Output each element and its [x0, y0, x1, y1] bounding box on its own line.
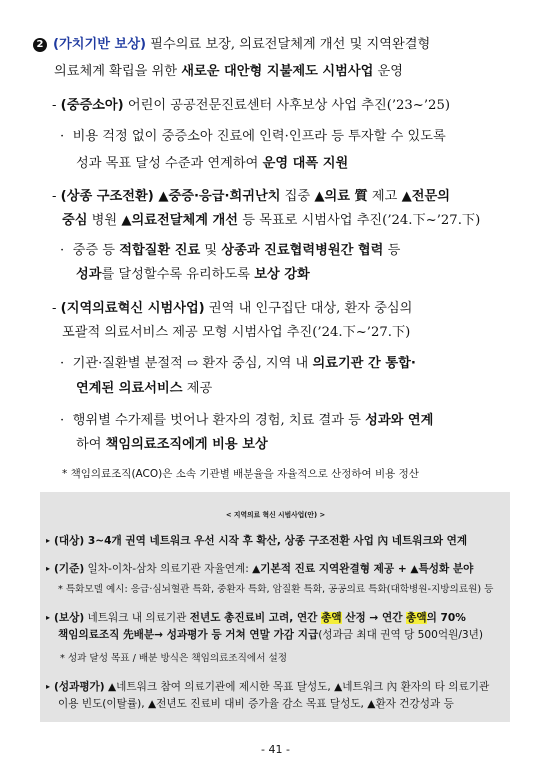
sub1-bullet-line1	[60, 128, 446, 146]
box-r3-head: (보상)	[54, 612, 85, 624]
box-row-reward-line2	[58, 628, 483, 643]
item2-line2	[54, 63, 403, 81]
dash-marker: -	[52, 301, 57, 316]
sub1-line1	[52, 97, 450, 115]
box-row-evaluation-line2: 이용 빈도(이탈률), ▲전년도 진료비 대비 증가율 감소 목표 달성도, ▲환자 건강성과 등	[58, 698, 454, 710]
sub2-l2-bold1: 중심	[62, 213, 88, 228]
sub2-b-bold2: 상종과 진료협력병원간 협력	[221, 243, 384, 258]
sub2-bullet-line2	[76, 266, 310, 284]
sub3-b1-text1: 기관·질환별 분절적 ⇨ 환자 중심, 지역 내	[72, 356, 313, 371]
sub1-bullet-line2	[76, 155, 348, 173]
box-r3-bold2: 산정 → 연간	[341, 612, 407, 624]
sub1-bullet-text2: 성과 목표 달성 수준과 연계하여	[76, 156, 263, 171]
sub1-text: 어린이 공공전문진료센터 사후보상 사업 추진(’23~’25)	[123, 98, 450, 113]
box-r3-bold1: 전년도 총진료비 고려, 연간	[189, 612, 322, 624]
item2-line2-c: 운영	[373, 64, 404, 79]
sub2-l2-text2: 등 목표로 시범사업 추진(’24.下~’27.下)	[238, 213, 481, 228]
item2-line2-a: 의료체계 확립을 위한	[54, 64, 182, 79]
box-r1-text: 3~4개 권역 네트워크 우선 시작 후 확산, 상종 구조전환 사업 內 네트워크와 연계	[84, 535, 468, 547]
sub3-heading: (지역의료혁신 시범사업)	[60, 301, 205, 316]
sub3-b2-text1: 행위별 수가제를 벗어나 환자의 경험, 치료 결과 등	[72, 413, 366, 428]
page-number: - 41 -	[261, 743, 290, 756]
box-row-target	[46, 533, 467, 549]
triangle-bullet-icon: ▸	[46, 564, 51, 573]
bullet-dot-icon: ·	[60, 413, 65, 428]
sub2-bold2: ▲의료 質	[314, 189, 368, 204]
sub3-bullet1-line1	[60, 355, 416, 373]
box-r3-text1: 네트워크 내 의료기관	[84, 612, 190, 624]
box-row-reward	[46, 610, 466, 626]
box-r4-head: (성과평가)	[54, 681, 105, 693]
sub3-b1-bold1: 의료기관 간 통합·	[312, 356, 416, 371]
box-r3-bold3: 의 70%	[426, 612, 466, 624]
box-title: < 지역의료 혁신 시범사업(안) >	[225, 511, 326, 519]
box-r3-highlight1: 총액	[321, 612, 342, 624]
box-r3-l2-text: (성과금 최대 권역 당 500억원/3년)	[318, 629, 484, 641]
sub2-l2-text1: 병원	[87, 213, 122, 228]
circled-number-2-icon: 2	[33, 38, 47, 52]
bullet-dot-icon: ·	[60, 243, 65, 258]
triangle-bullet-icon: ▸	[46, 613, 51, 622]
sub2-b-text4: 를 달성할수록 유리하도록	[101, 267, 255, 282]
sub2-line2	[62, 212, 480, 230]
box-r2-head: (기준)	[54, 563, 85, 575]
sub3-bullet2-line2	[76, 436, 268, 454]
sub3-b2-bold2: 책임의료조직에게 비용 보상	[105, 437, 268, 452]
dash-marker: -	[52, 98, 57, 113]
sub2-b-bold4: 보상 강화	[254, 267, 310, 282]
box-r3-l2-bold: 책임의료조직 先배분→ 성과평가 등 거쳐 연말 가감 지급	[58, 629, 319, 641]
sub1-bullet-bold: 운영 대폭 지원	[262, 156, 349, 171]
sub2-b-bold1: 적합질환 진료	[119, 243, 201, 258]
sub3-footnote: * 책임의료조직(ACO)은 소속 기관별 배분율을 자율적으로 산정하여 비용 정산	[62, 468, 419, 480]
sub2-bold1: ▲중증·응급·희귀난치	[153, 189, 281, 204]
box-r2-bold: ▲기본적 진료 지역완결형 제공 + ▲특성화 분야	[252, 563, 474, 575]
sub2-text2: 제고	[367, 189, 402, 204]
item2-heading: (가치기반 보상)	[53, 37, 147, 52]
sub2-heading: (상종 구조전환)	[60, 189, 154, 204]
sub1-bullet-text1: 비용 걱정 없이 중증소아 진료에 인력·인프라 등 투자할 수 있도록	[72, 129, 446, 144]
box-row-evaluation	[46, 679, 489, 695]
sub2-text1: 집중	[280, 189, 315, 204]
box-r2-note: * 특화모델 예시: 응급·심뇌혈관 특화, 중환자 특화, 암질환 특화, 공공의료 특화(대학병원-지방의료원) 등	[58, 584, 494, 595]
sub3-b2-text2: 하여	[76, 437, 106, 452]
sub2-bold3: ▲전문의	[401, 189, 450, 204]
bullet-dot-icon: ·	[60, 129, 65, 144]
sub2-b-text2: 및	[200, 243, 222, 258]
box-r3-note: * 성과 달성 목표 / 배분 방식은 책임의료조직에서 설정	[60, 653, 288, 664]
sub1-heading: (중증소아)	[60, 98, 124, 113]
box-r3-highlight2: 총액	[406, 612, 427, 624]
sub2-b-text3: 등	[383, 243, 401, 258]
item2-line1-text: 필수의료 보장, 의료전달체계 개선 및 지역완결형	[146, 37, 431, 52]
sub3-bullet2-line1	[60, 412, 433, 430]
triangle-bullet-icon: ▸	[46, 536, 51, 545]
item2-line2-bold: 새로운 대안형 지불제도 시범사업	[181, 64, 374, 79]
box-r2-text: 일차-이차-삼차 의료기관 자율연계:	[84, 563, 253, 575]
box-row-criteria	[46, 561, 473, 577]
box-r4-text1: ▲네트워크 참여 의료기관에 제시한 목표 달성도, ▲네트워크 內 환자의 타 의료기관	[104, 681, 490, 693]
sub2-b-bold3: 성과	[76, 267, 102, 282]
sub2-b-text1: 중증 등	[72, 243, 120, 258]
sub2-l2-bold2: ▲의료전달체계 개선	[121, 213, 239, 228]
sub2-bullet-line1	[60, 242, 400, 260]
sub3-b2-bold1: 성과와 연계	[365, 413, 434, 428]
item2-line1	[33, 36, 430, 54]
sub3-bullet1-line2	[76, 380, 212, 398]
sub2-line1	[52, 188, 450, 206]
sub3-b1-text2: 제공	[182, 381, 213, 396]
dash-marker: -	[52, 189, 57, 204]
sub3-line2: 포괄적 의료서비스 제공 모형 시범사업 추진(’24.下~’27.下)	[62, 325, 411, 340]
sub3-b1-bold2: 연계된 의료서비스	[76, 381, 183, 396]
bullet-dot-icon: ·	[60, 356, 65, 371]
sub3-text: 권역 내 인구집단 대상, 환자 중심의	[204, 301, 413, 316]
sub3-line1	[52, 300, 412, 318]
triangle-bullet-icon: ▸	[46, 682, 51, 691]
box-r1-head: (대상)	[54, 535, 85, 547]
